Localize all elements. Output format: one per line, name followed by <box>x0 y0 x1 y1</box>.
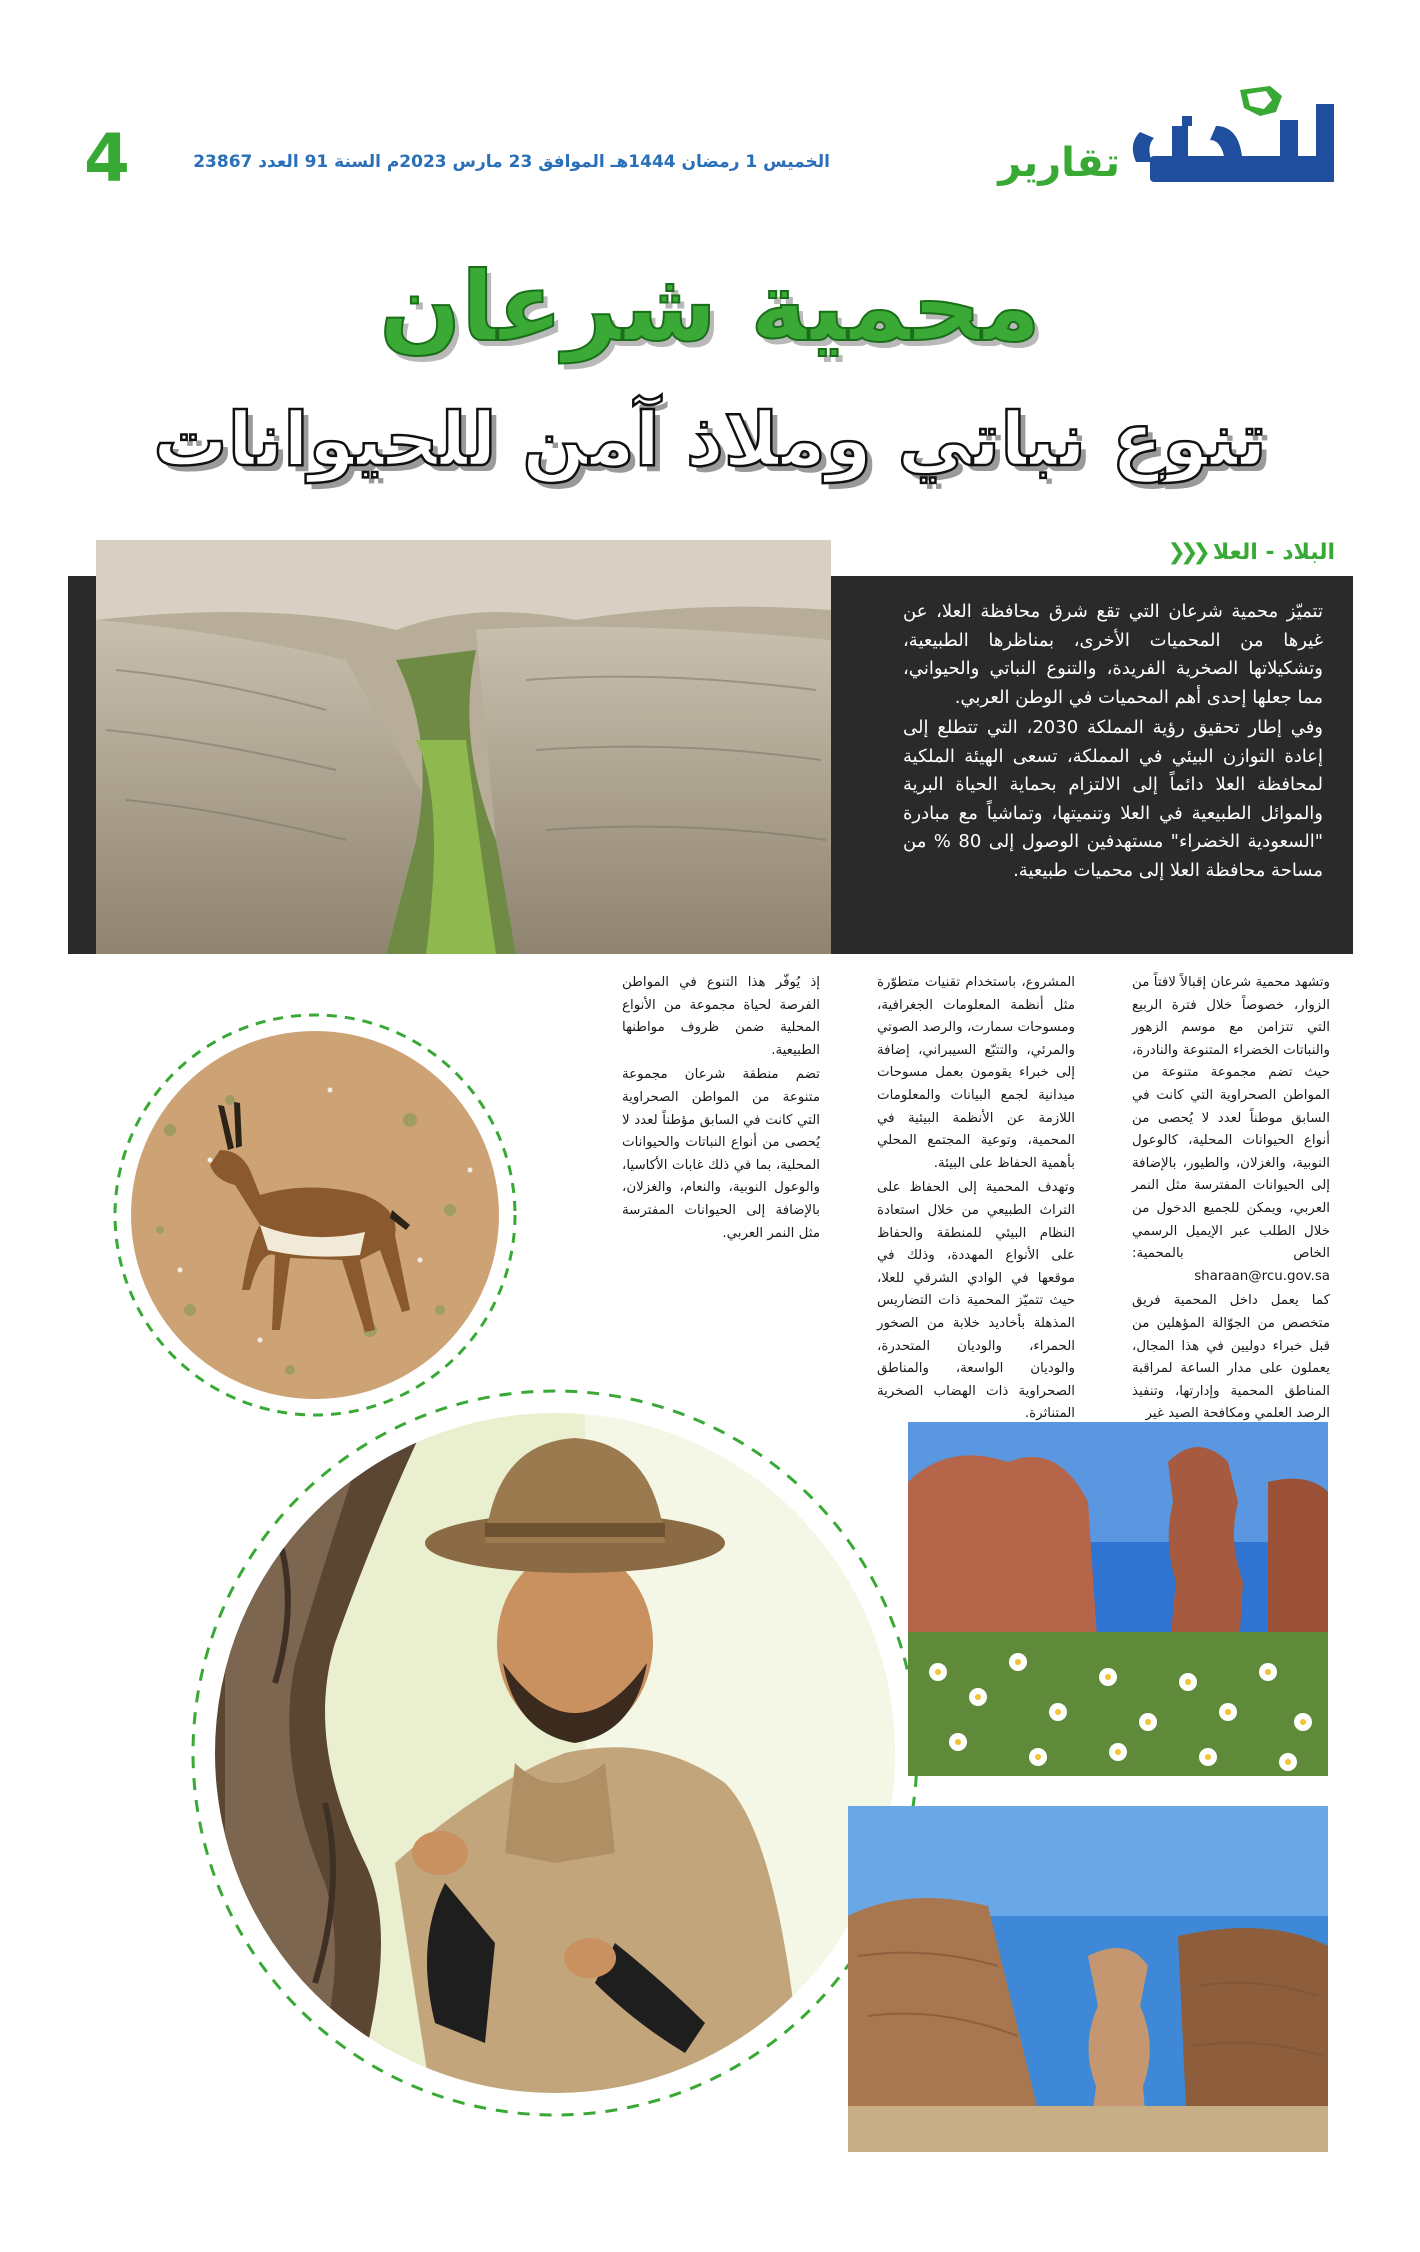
column-1 <box>1132 972 1330 1428</box>
intro-paragraph: تتميّز محمية شرعان التي تقع شرق محافظة العلا، عن غيرها من المحميات الأخرى، بمناظرها الطبيعية، وتشكيلاتها الصخرية الفريدة، والتنوع النباتي والحيواني، مما جعلها إحدى أهم المحميات في الوطن العربي. <box>903 601 1323 708</box>
article-subtitle: تنوع نباتي وملاذ آمن للحيوانات <box>153 397 1267 483</box>
intro-paragraph: وفي إطار تحقيق رؤية المملكة 2030، التي تتطلع إلى إعادة التوازن البيئي في المملكة، تسعى الهيئة الملكية لمحافظة العلا دائماً إلى الالتزام بحماية الحياة البرية والموائل الطبيعية في العلا وتنميتها، وتماشياً مع مبادرة "السعودية الخضراء" مستهدفين الوصول إلى 80 % من مساحة محافظة العلا إلى محميات طبيعية. <box>903 717 1324 881</box>
byline <box>1168 540 1335 565</box>
canyon-photo <box>96 540 831 954</box>
byline-text: البلاد - العلا <box>1212 540 1335 565</box>
masthead-logo <box>1120 82 1360 192</box>
rock-formation-photo <box>848 1806 1328 2152</box>
paragraph: تضم منطقة شرعان مجموعة متنوعة من المواطن الصحراوية التي كانت في السابق مؤطناً لعدد لا يُحصى من أنواع النباتات والحيوانات المحلية، بما في ذلك غابات الأكاسيا، والوعول النوبية، والنعام، والغزلان، بالإضافة إلى الحيوانات المفترسة مثل النمر العربي. <box>622 1067 820 1241</box>
column-2 <box>877 972 1075 1428</box>
paragraph: المشروع، باستخدام تقنيات متطوّرة مثل أنظمة المعلومات الجغرافية، ومسوحات سمارت، والرصد الصوتي والمرئي، والتتبّع السيبراني، إضافة إلى خبراء يقومون بعمل مسوحات ميدانية لجمع البيانات والمعلومات اللازمة عن الأنظمة البيئية في المحمية، وتوعية المجتمع المحلي بأهمية الحفاظ على البيئة. <box>877 975 1075 1171</box>
chevrons-icon: ❮❮❮ <box>1167 540 1205 565</box>
column-3 <box>622 972 820 1247</box>
section-label: تقارير <box>998 140 1120 186</box>
intro-text <box>903 598 1323 887</box>
paragraph: كما يعمل داخل المحمية فريق متخصص من الجوّالة المؤهلين من قبل خبراء دوليين في هذا المجال، يعملون على مدار الساعة لمراقبة المناطق المحمية وإدارتها، وتنفيذ الرصد العلمي ومكافحة الصيد غير <box>1132 1293 1330 1422</box>
gazelle-photo <box>110 1010 520 1420</box>
paragraph: وتشهد محمية شرعان إقبالاً لافتاً من الزوار، خصوصاً خلال فترة الربيع التي تتزامن مع موسم الزهور والنباتات الخضراء المتنوعة والنادرة، حيث تضم مجموعة متنوعة من المواطن الصحراوية التي كانت في السابق موطناً لعدد لا يُحصى من أنواع الحيوانات المحلية، كالوعول النوبية، والغزلان، والطيور، بالإضافة إلى الحيوانات المفترسة مثل النمر العربي، ويمكن للجميع الدخول من خلال الطلب عبر الإيميل الرسمي الخاص بالمحمية: sharaan@rcu.gov.sa <box>1132 975 1330 1284</box>
ranger-photo <box>185 1383 925 2123</box>
paragraph: وتهدف المحمية إلى الحفاظ على التراث الطبيعي من خلال استعادة النظام البيئي للمنطقة والحفاظ على الأنواع المهددة، وذلك في موقعها في الوادي الشرقي للعلا، حيث تتميّز المحمية ذات التضاريس المذهلة بأخاديد خلابة من الصخور الحمراء، والوديان المتحدرة، والوديان الواسعة، والمناطق الصحراوية ذات الهضاب الصخرية المتناثرة. <box>877 1180 1075 1422</box>
paragraph: إذ يُوفّر هذا التنوع في المواطن الفرصة لحياة مجموعة من الأنواع المحلية ضمن ظروف مواطنها الطبيعية. <box>622 975 820 1058</box>
flowers-rocks-photo <box>908 1422 1328 1776</box>
dateline: الخميس 1 رمضان 1444هـ الموافق 23 مارس 2023م السنة 91 العدد 23867 <box>193 152 830 172</box>
page-number: 4 <box>84 120 130 197</box>
article-title: محمية شرعان <box>379 251 1041 363</box>
